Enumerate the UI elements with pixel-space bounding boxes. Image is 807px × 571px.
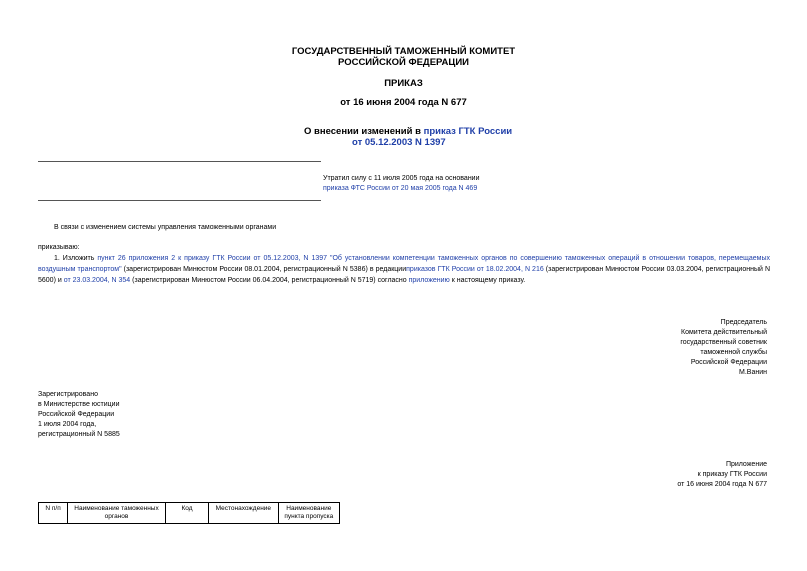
item-1-lead: 1. Изложить bbox=[54, 255, 98, 262]
intro-text: В связи с изменением системы управления таможенными органами bbox=[54, 224, 277, 231]
status-link[interactable]: приказа ФТС России от 20 мая 2005 года N 469 bbox=[323, 185, 478, 192]
col-header-code: Код bbox=[165, 503, 208, 524]
signature-line: Российской Федерации bbox=[690, 359, 767, 366]
item-1-paragraph bbox=[38, 253, 770, 286]
registration-line: 1 июля 2004 года, bbox=[38, 421, 97, 428]
item-1-link-point26[interactable]: пункт 26 приложения 2 к приказу ГТК России от 05.12.2003, N 1397 "Об установлении компетенции таможенных органов по совершению таможенных операций в отношении товаров, перемещаемых воздушным транспортом" bbox=[38, 255, 770, 273]
document-title bbox=[304, 126, 524, 137]
registration-line: в Министерстве юстиции bbox=[38, 401, 120, 408]
col-header-location: Местонахождение bbox=[209, 503, 278, 524]
agency-name-line2: РОССИЙСКОЙ ФЕДЕРАЦИИ bbox=[337, 57, 469, 68]
signature-line: Комитета действительный bbox=[681, 329, 767, 336]
item-1-link-appendix[interactable]: приложению bbox=[408, 277, 450, 284]
table-header-row bbox=[39, 503, 340, 524]
customs-table bbox=[38, 502, 340, 524]
col-header-number: N п/п bbox=[39, 503, 68, 524]
signature-line: государственный советник bbox=[680, 339, 767, 346]
order-word: приказываю: bbox=[38, 244, 80, 251]
separator-line-bottom bbox=[38, 200, 321, 201]
appendix-line: от 16 июня 2004 года N 677 bbox=[677, 481, 767, 488]
item-1-text-3: (зарегистрирован Минюстом России 03.03.2004, регистрационный N 5600) и bbox=[38, 266, 771, 284]
appendix-line: к приказу ГТК России bbox=[697, 471, 767, 478]
separator-line-top bbox=[38, 161, 321, 162]
item-1-link-order216[interactable]: приказов ГТК России от 18.02.2004, N 216 bbox=[406, 266, 544, 273]
appendix-line: Приложение bbox=[725, 461, 767, 468]
signature-block bbox=[567, 318, 767, 378]
signature-line: М.Ванин bbox=[739, 369, 767, 376]
signature-line: Председатель bbox=[720, 319, 767, 326]
title-link-date[interactable]: от 05.12.2003 N 1397 bbox=[352, 137, 446, 148]
title-prefix: О внесении изменений в bbox=[304, 126, 424, 137]
item-1-text-4: (зарегистрирован Минюстом России 06.04.2004, регистрационный N 5719) согласно bbox=[130, 277, 409, 284]
status-note: Утратил силу с 11 июля 2005 года на основании bbox=[323, 175, 480, 182]
registration-block bbox=[38, 390, 120, 440]
item-1-text-5: к настоящему приказу. bbox=[449, 277, 526, 284]
col-header-checkpoint: Наименование пункта пропуска bbox=[278, 503, 339, 524]
registration-line: Зарегистрировано bbox=[38, 391, 98, 398]
registration-line: регистрационный N 5885 bbox=[38, 431, 120, 438]
signature-line: таможенной службы bbox=[700, 349, 767, 356]
appendix-block bbox=[567, 460, 767, 490]
registration-line: Российской Федерации bbox=[38, 411, 115, 418]
col-header-customs-name: Наименование таможенных органов bbox=[68, 503, 166, 524]
document-date-number: от 16 июня 2004 года N 677 bbox=[340, 97, 467, 108]
title-link-order[interactable]: приказ ГТК России bbox=[423, 126, 513, 137]
item-1-link-order354[interactable]: от 23.03.2004, N 354 bbox=[63, 277, 131, 284]
document-type: ПРИКАЗ bbox=[384, 78, 423, 89]
item-1-text-2: (зарегистрирован Минюстом России 08.01.2004, регистрационный N 5386) в редакции bbox=[121, 266, 407, 273]
agency-name-line1: ГОСУДАРСТВЕННЫЙ ТАМОЖЕННЫЙ КОМИТЕТ bbox=[291, 46, 516, 57]
